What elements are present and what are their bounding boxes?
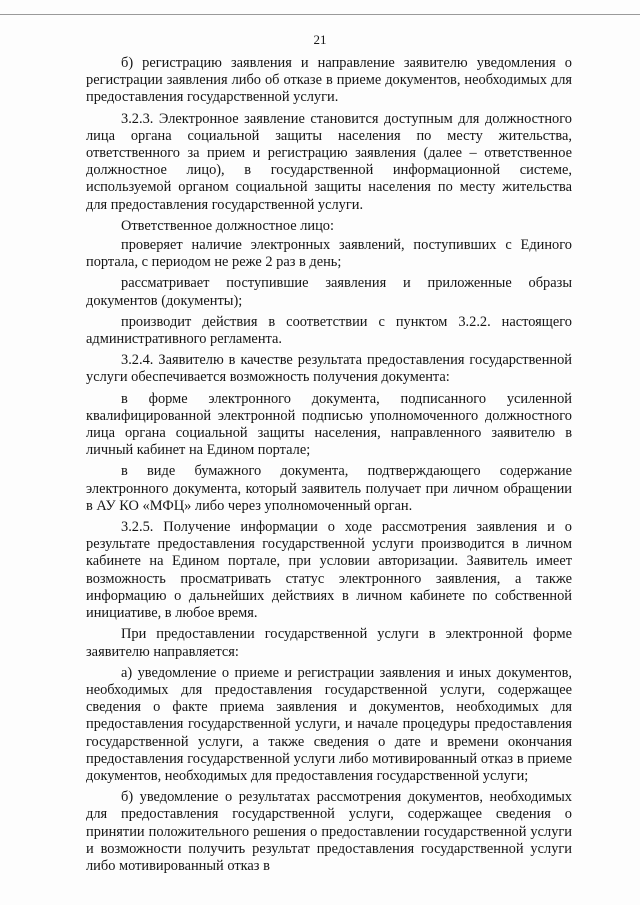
paragraph-electronic-document: в форме электронного документа, подписанного усиленной квалифицированной электронной подписью уполномоченного должностного лица органа социальной защиты населения, направленного заявителю в личный кабинет на Едином портале; xyxy=(86,390,572,459)
paragraph-b-notification: б) уведомление о результатах рассмотрения документов, необходимых для предоставления государственной услуги, содержащее сведения о принятии положительного решения о предоставлении государственной услуги и возможности получить результат предоставления государственной услуги либо мотивированный отказ в xyxy=(86,789,572,874)
paragraph-responsible-official: Ответственное должностное лицо: xyxy=(121,217,334,234)
paragraph-performs-actions: производит действия в соответствии с пунктом 3.2.2. настоящего административного регламента. xyxy=(86,313,572,348)
paragraph-3-2-4: 3.2.4. Заявителю в качестве результата предоставления государственной услуги обеспечивается возможность получения документа: xyxy=(86,352,572,386)
paragraph-3-2-5: 3.2.5. Получение информации о ходе рассмотрения заявления и о результате предоставления государственной услуги производится в личном кабинете на Едином портале, при условии авторизации. Заявитель имеет возможность просматривать статус электронного заявления, а также информацию о дальнейших действиях в личном кабинете по собственной инициативе, в любое время. xyxy=(86,519,572,622)
document-body xyxy=(86,55,572,879)
paragraph-a-notification: а) уведомление о приеме и регистрации заявления и иных документов, необходимых для предоставления государственной услуги, содержащее сведения о факте приема заявления и документов, необходимых для предоставления государственной услуги, и начале процедуры предоставления государственной услуги, а также сведения о дате и времени окончания предоставления государственной услуги либо мотивированный отказ в приеме документов, необходимых для предоставления государственной услуги; xyxy=(86,664,572,784)
paragraph-3-2-3: 3.2.3. Электронное заявление становится доступным для должностного лица органа социальной защиты населения по месту жительства, ответственного за прием и регистрацию заявления (далее – ответственное должностное лицо), в государственной информационной системе, используемой органом социальной защиты населения по месту жительства для предоставления государственной услуги. xyxy=(86,110,572,213)
top-rule xyxy=(0,14,640,15)
paragraph-electronic-form-intro: При предоставлении государственной услуги в электронной форме заявителю направляется: xyxy=(86,626,572,660)
paragraph-checks-applications: проверяет наличие электронных заявлений, поступивших с Единого портала, с периодом не реже 2 раз в день; xyxy=(86,237,572,271)
page-number: 21 xyxy=(313,32,327,47)
paragraph-b-registration: б) регистрацию заявления и направление заявителю уведомления о регистрации заявления либо об отказе в приеме документов, необходимых для предоставления государственной услуги. xyxy=(86,55,572,106)
paragraph-paper-document: в виде бумажного документа, подтверждающего содержание электронного документа, который заявитель получает при личном обращении в АУ КО «МФЦ» либо через уполномоченный орган. xyxy=(86,463,572,514)
paragraph-reviews-applications: рассматривает поступившие заявления и приложенные образы документов (документы); xyxy=(86,275,572,309)
